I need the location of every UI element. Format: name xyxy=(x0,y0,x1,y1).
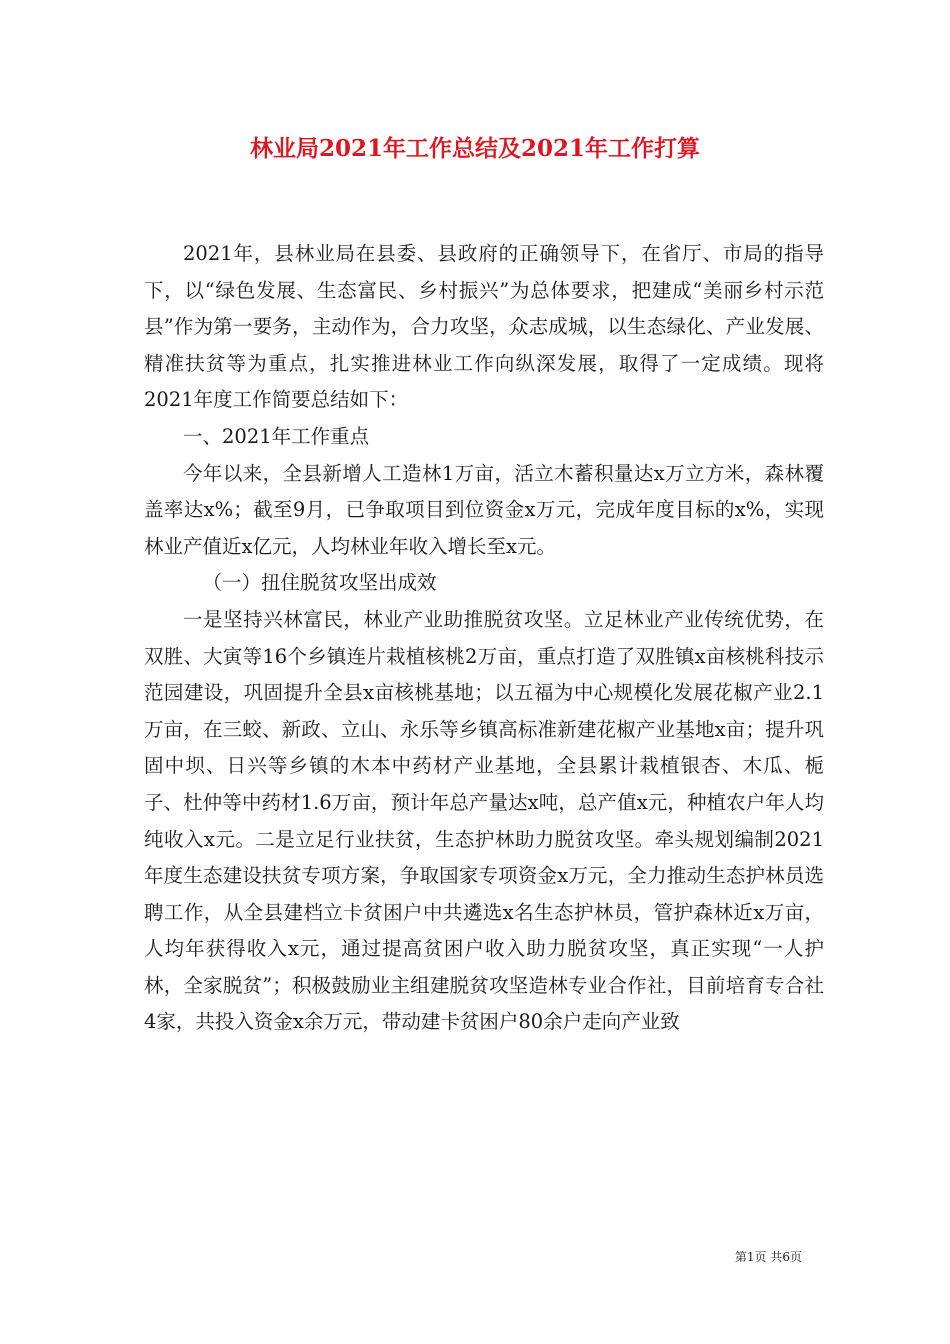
heading-section-1: 一、2021年工作重点 xyxy=(183,424,370,448)
paragraph-poverty: 一是坚持兴林富民，林业产业助推脱贫攻坚。立足林业产业传统优势，在双胜、大寅等16个乡镇连片栽植核桃2万亩，重点打造了双胜镇x亩核桃科技示范园建设，巩固提升全县x亩核桃基地；以五福为中心规模化发展花椒产业2.1万亩，在三蛟、新政、立山、永乐等乡镇高标准新建花椒产业基地x亩；提升巩固中坝、日兴等乡镇的木本中药材产业基地，全县累计栽植银杏、木瓜、栀子、杜仲等中药材1.6万亩，预计年总产量达x吨，总产值x元，种植农户年人均纯收入x元。二是立足行业扶贫，生态护林助力脱贫攻坚。牵头规划编制2021年度生态建设扶贫专项方案，争取国家专项资金x万元，全力推动生态护林员选聘工作，从全县建档立卡贫困户中共遴选x名生态护林员，管护森林近x万亩，人均年获得收入x元，通过提高贫困户收入助力脱贫攻坚，真正实现“一人护林，全家脱贫”；积极鼓励业主组建脱贫攻坚造林专业合作社，目前培育专合社4家，共投入资金x余万元，带动建卡贫困户80余户走向产业致 xyxy=(144,607,824,1034)
document-body xyxy=(144,236,824,1041)
paragraph-summary: 今年以来，全县新增人工造林1万亩，活立木蓄积量达x万立方米，森林覆盖率达x%；截至9月，已争取项目到位资金x万元，完成年度目标的x%，实现林业产值近x亿元，人均林业年收入增长至x元。 xyxy=(144,461,824,558)
document-title: 林业局2021年工作总结及2021年工作打算 xyxy=(249,135,701,162)
page-number: 第1页 共6页 xyxy=(734,1250,802,1264)
paragraph-intro: 2021年，县林业局在县委、县政府的正确领导下，在省厅、市局的指导下，以“绿色发展、生态富民、乡村振兴”为总体要求，把建成“美丽乡村示范县”作为第一要务，主动作为，合力攻坚，众志成城，以生态绿化、产业发展、精准扶贫等为重点，扎实推进林业工作向纵深发展，取得了一定成绩。现将2021年度工作简要总结如下： xyxy=(144,242,824,412)
heading-subsection-1: （一）扭住脱贫攻坚出成效 xyxy=(202,571,437,595)
